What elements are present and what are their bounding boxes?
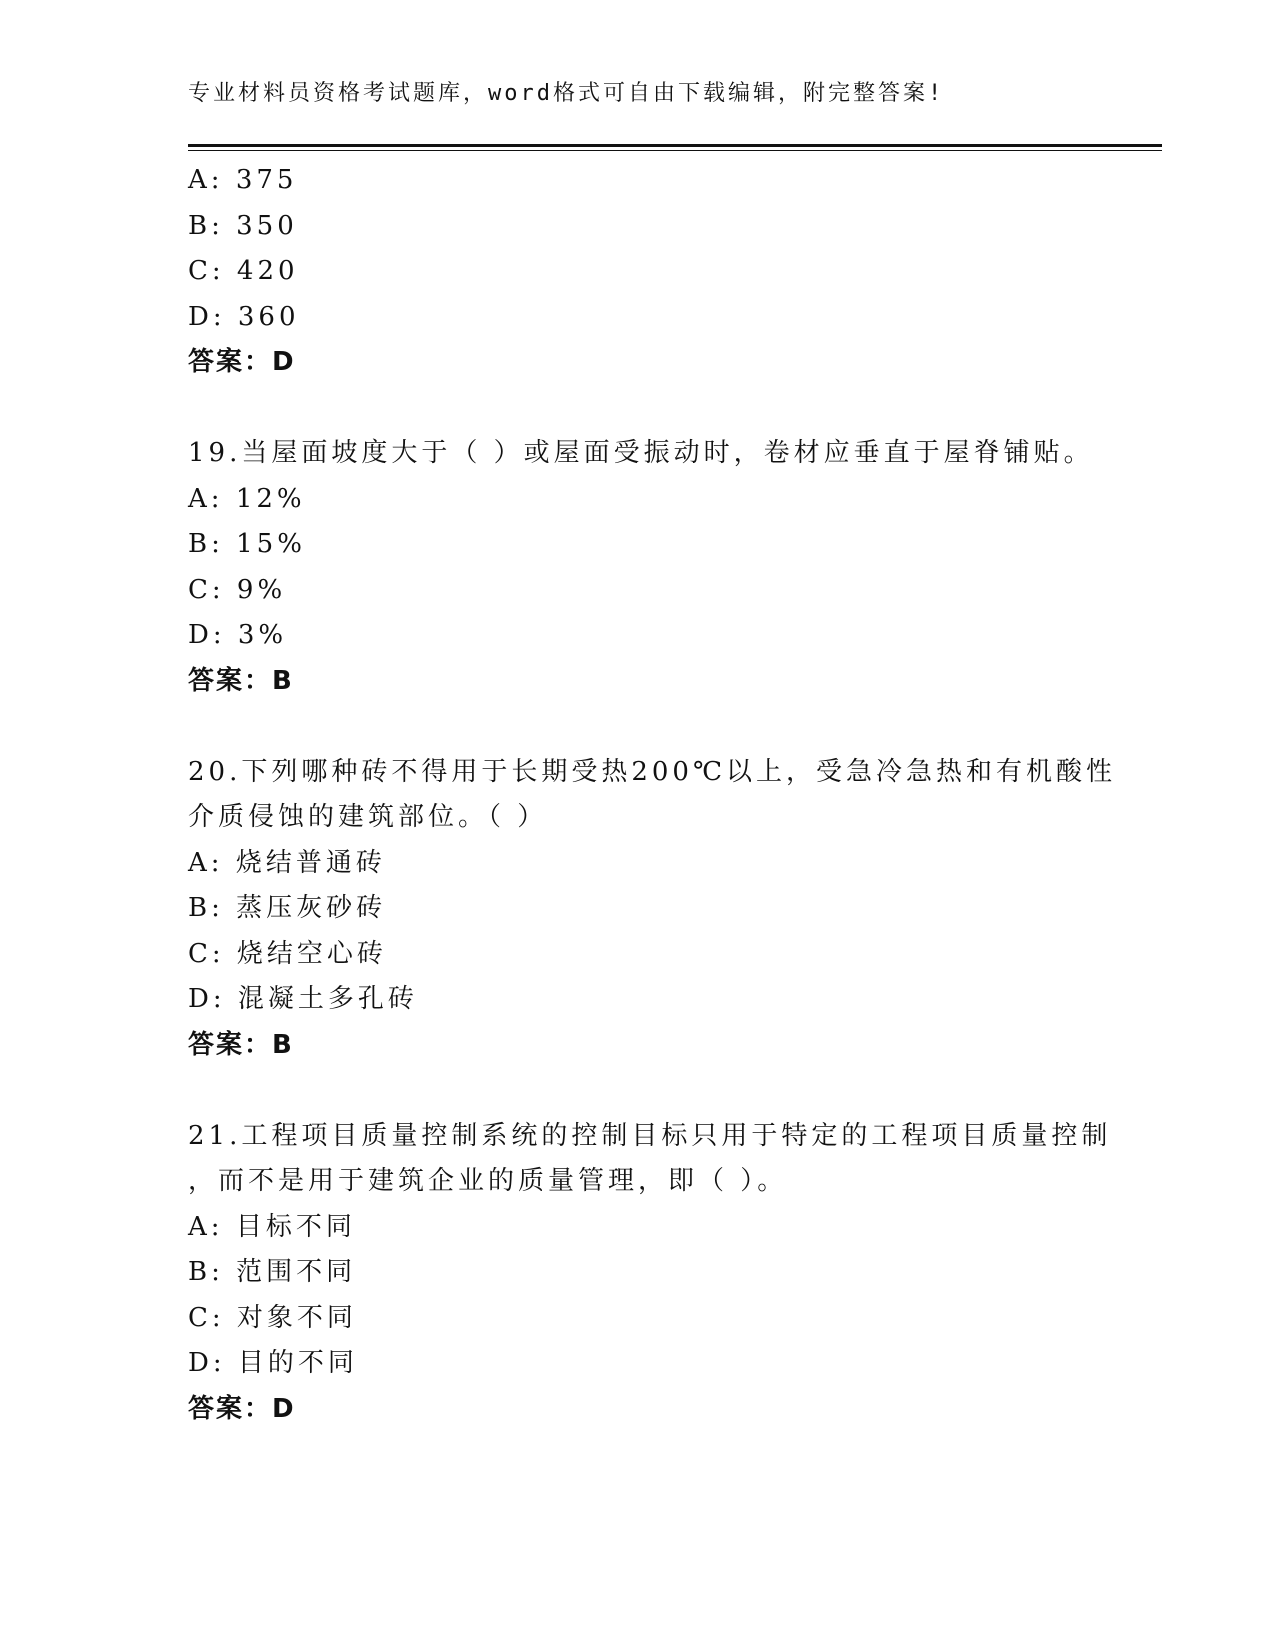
option-d bbox=[188, 1341, 1118, 1387]
option-text: 9% bbox=[236, 574, 287, 605]
option-text: 360 bbox=[237, 301, 300, 332]
option-a bbox=[188, 841, 1118, 887]
answer-line: 答案：D bbox=[188, 1393, 296, 1424]
question-text-line: 21.工程项目质量控制系统的控制目标只用于特定的工程项目质量控制 bbox=[188, 1120, 1112, 1151]
option-text: 420 bbox=[236, 256, 299, 286]
header-rule-thick bbox=[188, 144, 1162, 147]
question-20 bbox=[188, 750, 1118, 1069]
option-c bbox=[188, 568, 1118, 614]
option-text: 目标不同 bbox=[235, 1211, 356, 1242]
option-b bbox=[188, 522, 1118, 568]
option-label: B: bbox=[188, 210, 224, 241]
option-b bbox=[188, 886, 1118, 932]
option-label: D: bbox=[188, 984, 226, 1014]
option-text: 范围不同 bbox=[236, 1257, 357, 1287]
option-label: C: bbox=[188, 574, 225, 605]
option-d bbox=[188, 977, 1118, 1023]
option-d bbox=[188, 613, 1118, 659]
option-c bbox=[188, 932, 1118, 978]
option-text: 对象不同 bbox=[236, 1302, 357, 1333]
option-a bbox=[188, 1205, 1118, 1251]
option-a bbox=[188, 477, 1118, 523]
answer-line: 答案：D bbox=[188, 347, 296, 377]
option-label: C: bbox=[188, 256, 225, 286]
option-text: 烧结空心砖 bbox=[236, 938, 387, 969]
option-label: D: bbox=[188, 301, 226, 332]
option-label: A: bbox=[188, 1211, 224, 1242]
option-text: 目的不同 bbox=[237, 1348, 358, 1378]
option-text: 烧结普通砖 bbox=[235, 847, 386, 878]
option-text: 混凝土多孔砖 bbox=[237, 984, 418, 1014]
option-b bbox=[188, 204, 1118, 250]
option-c bbox=[188, 1296, 1118, 1342]
option-text: 15% bbox=[236, 529, 306, 559]
question-stem bbox=[188, 431, 1118, 477]
question-list bbox=[188, 158, 1118, 1432]
question-text-line: 19.当屋面坡度大于（ ）或屋面受振动时，卷材应垂直于屋脊铺贴。 bbox=[188, 438, 1094, 468]
question-18-continued bbox=[188, 158, 1118, 386]
option-c bbox=[188, 249, 1118, 295]
answer-line: 答案：B bbox=[188, 1029, 294, 1060]
option-label: C: bbox=[188, 1302, 225, 1333]
answer-line: 答案：B bbox=[188, 665, 294, 696]
question-text-line: ，而不是用于建筑企业的质量管理，即（ ）。 bbox=[188, 1166, 788, 1196]
option-label: B: bbox=[188, 1257, 224, 1287]
option-text: 375 bbox=[235, 165, 298, 195]
option-label: B: bbox=[188, 529, 224, 559]
option-text: 12% bbox=[235, 483, 306, 514]
question-text-line: 20.下列哪种砖不得用于长期受热200℃以上，受急冷急热和有机酸性 bbox=[188, 756, 1117, 787]
question-19 bbox=[188, 431, 1118, 704]
option-text: 蒸压灰砂砖 bbox=[236, 893, 387, 923]
question-text-line: 介质侵蚀的建筑部位。（ ） bbox=[188, 802, 548, 832]
option-text: 3% bbox=[237, 620, 288, 650]
header-rule-thin bbox=[188, 150, 1162, 151]
option-label: B: bbox=[188, 893, 224, 923]
option-label: D: bbox=[188, 620, 226, 650]
option-label: A: bbox=[188, 165, 224, 195]
option-label: C: bbox=[188, 938, 225, 969]
option-d bbox=[188, 295, 1118, 341]
option-text: 350 bbox=[236, 210, 298, 241]
option-b bbox=[188, 1250, 1118, 1296]
option-label: A: bbox=[188, 847, 224, 878]
question-stem bbox=[188, 750, 1118, 841]
page-header: 专业材料员资格考试题库，word格式可自由下载编辑，附完整答案! bbox=[188, 81, 945, 106]
question-stem bbox=[188, 1114, 1118, 1205]
option-label: D: bbox=[188, 1348, 226, 1378]
option-label: A: bbox=[188, 483, 224, 514]
option-a bbox=[188, 158, 1118, 204]
question-21 bbox=[188, 1114, 1118, 1433]
